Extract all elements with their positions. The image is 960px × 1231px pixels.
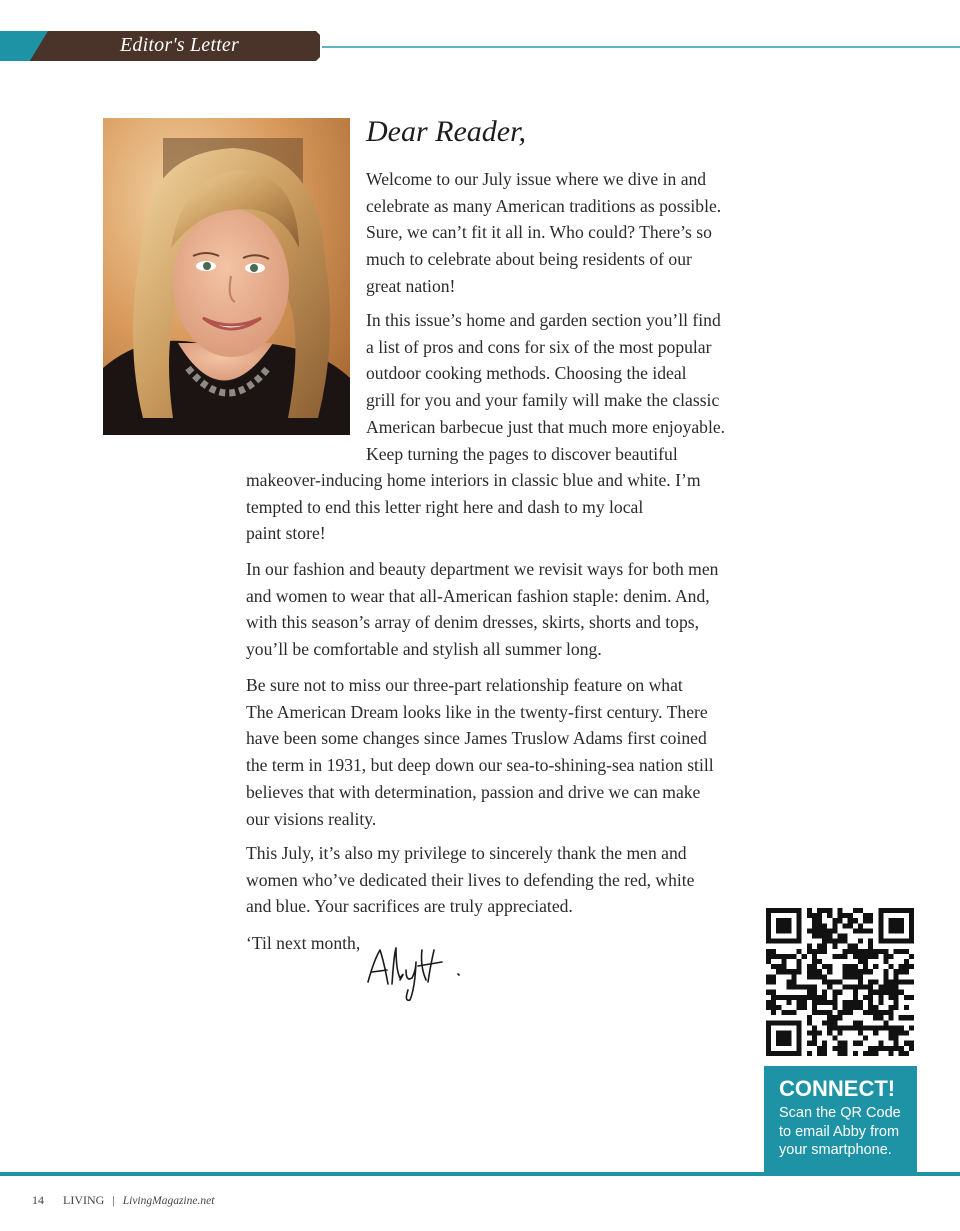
text-line: and women to wear that all-American fashion staple: denim. And, [246,585,710,606]
letter-signoff: ‘Til next month, [246,933,361,953]
text-line: Welcome to our July issue where we dive in and [366,169,707,189]
magazine-name: LIVING [63,1193,105,1207]
connect-line: your smartphone. [779,1142,892,1158]
page-footer [32,1193,214,1208]
text-line: grill for you and your family will make the classic [366,390,720,411]
connect-line: to email Abby from [779,1123,900,1140]
letter-paragraph-4 [246,672,714,832]
section-title: Editor's Letter [120,34,239,56]
text-line: a list of pros and cons for six of the most popular [366,336,712,357]
connect-title: CONNECT! [779,1076,896,1101]
letter-greeting: Dear Reader, [366,115,526,148]
connect-line: Scan the QR Code [779,1105,901,1121]
text-line: believes that with determination, passion and drive we can make [246,781,701,802]
text-line: The American Dream looks like in the twenty-first century. There [246,701,708,722]
text-line: paint store! [246,523,326,544]
text-line: women who’ve dedicated their lives to defending the red, white [246,869,695,890]
text-line: Sure, we can’t fit it all in. Who could? There’s so [366,222,712,243]
text-line: Be sure not to miss our three-part relationship feature on what [246,675,683,695]
qr-code-icon[interactable] [766,908,914,1056]
text-line: much to celebrate about being residents of our [366,249,692,270]
signature-image [360,940,470,1006]
footer-separator: | [112,1193,115,1207]
text-line: American barbecue just that much more enjoyable. [366,416,726,437]
letter-paragraph-2 [366,307,725,467]
text-line: you’ll be comfortable and stylish all summer long. [246,639,602,660]
text-line: makeover-inducing home interiors in classic blue and white. I’m [246,470,701,490]
text-line: tempted to end this letter right here and dash to my local [246,496,644,517]
text-line: Keep turning the pages to discover beautiful [366,443,678,464]
text-line: In our fashion and beauty department we revisit ways for both men [246,559,719,579]
letter-paragraph-3 [246,556,718,663]
text-line: This July, it’s also my privilege to sincerely thank the men and [246,843,687,863]
text-line: great nation! [366,275,456,296]
text-line: outdoor cooking methods. Choosing the ideal [366,363,687,384]
letter-paragraph-1 [366,166,721,300]
text-line: celebrate as many American traditions as possible. [366,195,722,216]
letter-paragraph-5 [246,840,695,920]
text-line: and blue. Your sacrifices are truly appreciated. [246,896,573,917]
footer-rule [0,1172,960,1176]
connect-callout [764,1066,917,1172]
text-line: our visions reality. [246,808,377,829]
letter-paragraph-2-continued [246,467,701,547]
text-line: have been some changes since James Truslow Adams first coined [246,728,707,749]
page-number: 14 [32,1193,44,1207]
website-link[interactable]: LivingMagazine.net [122,1195,215,1207]
editor-portrait-photo [103,118,350,435]
text-line: In this issue’s home and garden section you’ll find [366,310,721,330]
text-line: with this season’s array of denim dresses, skirts, shorts and tops, [246,612,699,633]
text-line: the term in 1931, but deep down our sea-to-shining-sea nation still [246,755,714,776]
header-rule [322,46,960,48]
connect-description [779,1104,901,1160]
